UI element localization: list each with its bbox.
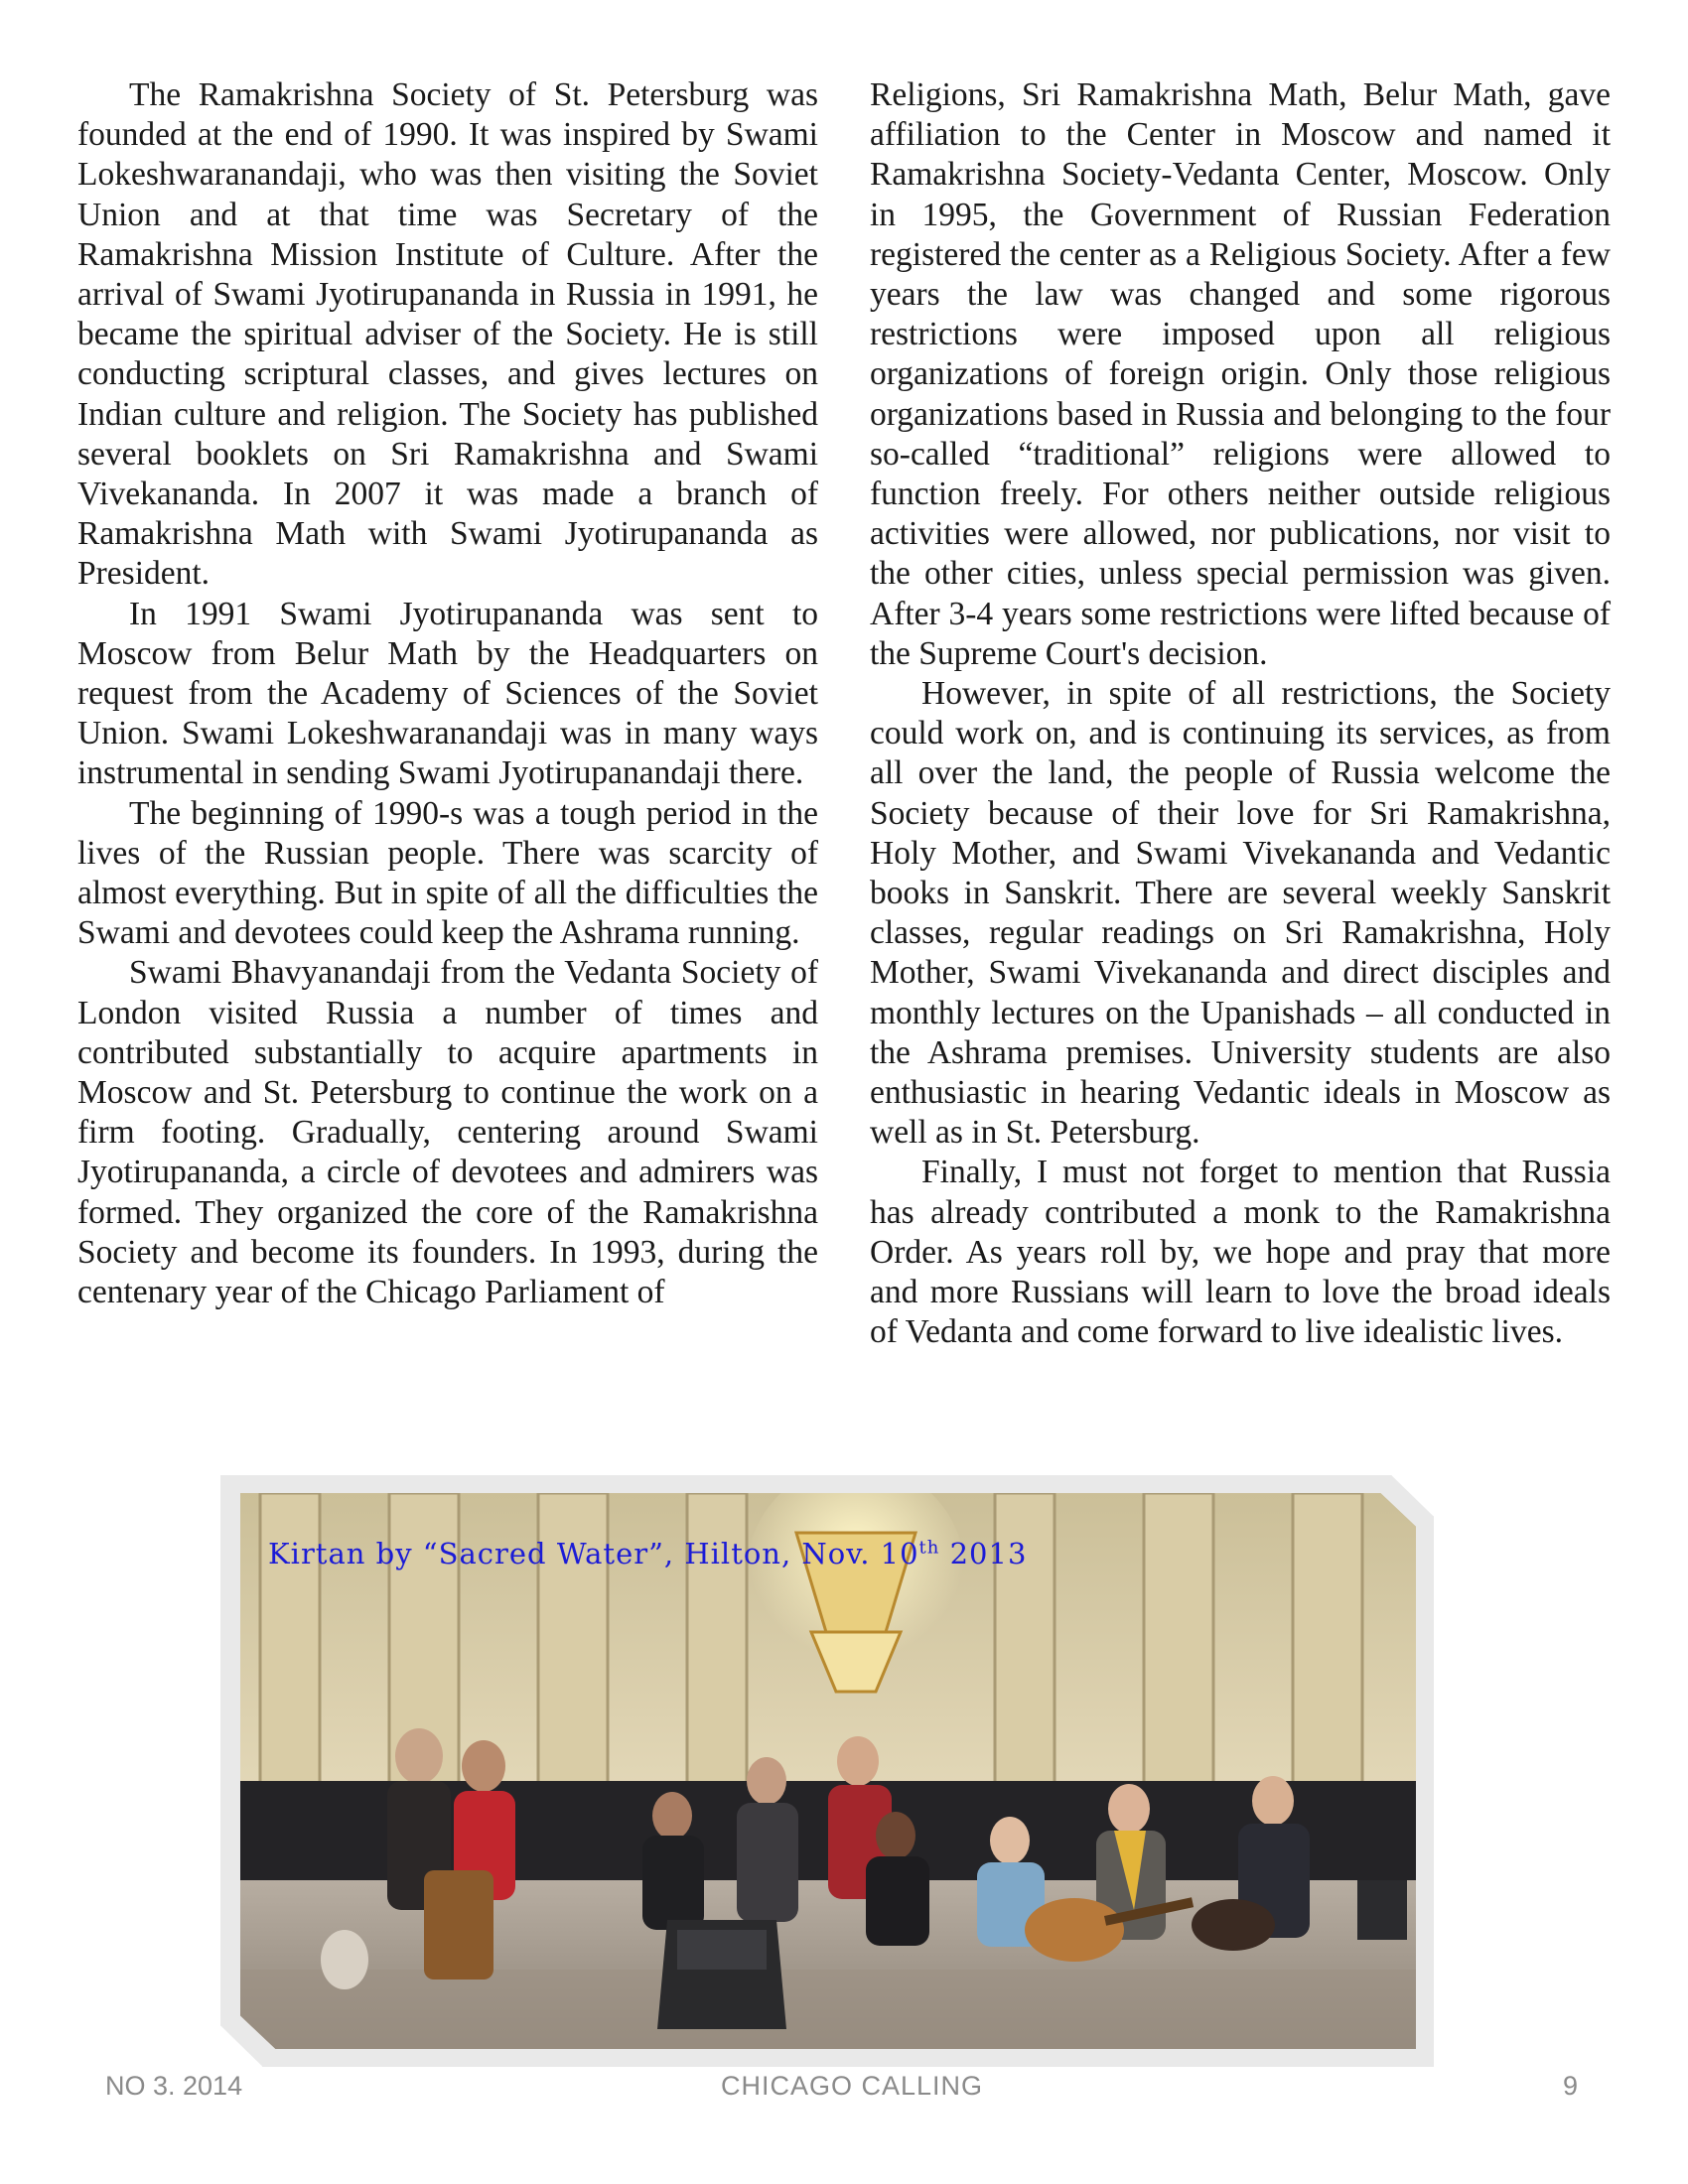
- paragraph: The beginning of 1990-s was a tough period in the lives of the Russian people. There was scarcity of almost everything. But in spite of all the difficulties the Swami and devotees could keep the Ashrama running.: [77, 794, 818, 952]
- paragraph: The Ramakrishna Society of St. Petersburg was founded at the end of 1990. It was inspired by Swami Lokeshwaranandaji, who was then visiting the Soviet Union and at that time was Secretary of the Ramakrishna Mission Institute of Culture. After the arrival of Swami Jyotirupananda in Russia in 1991, he became the spiritual adviser of the Society. He is still conducting scriptural classes, and gives lectures on Indian culture and religion. The Society has published several booklets on Sri Ramakrishna and Swami Vivekananda. In 2007 it was made a branch of Ramakrishna Math with Swami Jyotirupananda as President.: [77, 76, 818, 593]
- kirtan-photo: [240, 1493, 1416, 2049]
- paragraph: In 1991 Swami Jyotirupananda was sent to Moscow from Belur Math by the Headquarters on request from the Academy of Sciences of the Soviet Union. Swami Lokeshwaranandaji was in many ways instrumental in sending Swami Jyotirupanandaji there.: [77, 595, 818, 792]
- footer-issue: NO 3. 2014: [105, 2071, 243, 2101]
- paragraph: However, in spite of all restrictions, the Society could work on, and is continuing its services, as from all over the land, the people of Russia welcome the Society because of their love for Sri Ramakrishna, Holy Mother, and Swami Vivekananda and Vedantic books in Sanskrit. There are several weekly Sanskrit classes, regular readings on Sri Ramakrishna, Holy Mother, Swami Vivekananda and direct disciples and monthly lectures on the Upanishads – all conducted in the Ashrama premises. University students are also enthusiastic in hearing Vedantic ideals in Moscow as well as in St. Petersburg.: [870, 675, 1611, 1152]
- paragraph: Finally, I must not forget to mention that Russia has already contributed a monk to the Ramakrishna Order. As years roll by, we hope and pray that more and more Russians will learn to love the broad ideals of Vedanta and come forward to live idealistic lives.: [870, 1154, 1611, 1351]
- footer-page-number: 9: [1563, 2071, 1579, 2101]
- paragraph: Swami Bhavyanandaji from the Vedanta Society of London visited Russia a number of times and contributed substantially to acquire apartments in Moscow and St. Petersburg to continue the work on a firm footing. Gradually, centering around Swami Jyotirupananda, a circle of devotees and admirers was formed. They organized the core of the Ramakrishna Society and become its founders. In 1993, during the centenary year of the Chicago Parliament of: [77, 954, 818, 1311]
- caption-text: Kirtan by “Sacred Water”, Hilton, Nov. 10: [268, 1537, 919, 1570]
- left-column: [77, 75, 818, 1312]
- photo-caption: [268, 1537, 1027, 1570]
- footer-publication: CHICAGO CALLING: [721, 2071, 984, 2101]
- caption-year: 2013: [939, 1537, 1028, 1570]
- caption-superscript: th: [918, 1537, 940, 1559]
- right-column: [870, 75, 1611, 1353]
- paragraph: Religions, Sri Ramakrishna Math, Belur Math, gave affiliation to the Center in Moscow and named it Ramakrishna Society-Vedanta Center, Moscow. Only in 1995, the Government of Russian Federation registered the center as a Religious Society. After a few years the law was changed and some rigorous restrictions were imposed upon all religious organizations of foreign origin. Only those religious organizations based in Russia and belonging to the four so-called “traditional” religions were allowed to function freely. For others neither outside religious activities were allowed, nor publications, nor visit to the other cities, unless special permission was given. After 3-4 years some restrictions were lifted because of the Supreme Court's decision.: [870, 76, 1611, 672]
